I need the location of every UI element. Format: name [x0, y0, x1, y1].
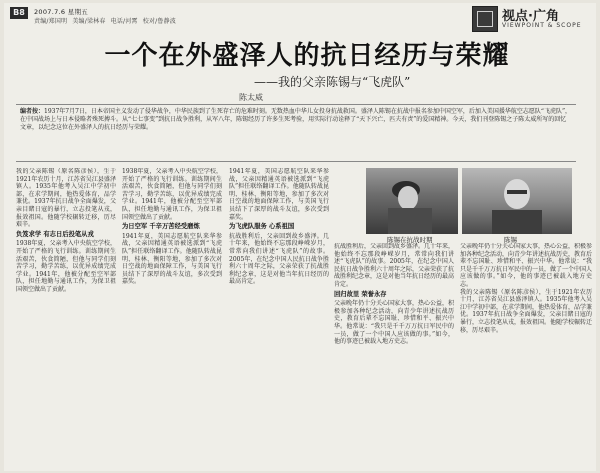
portrait-uniform-icon	[366, 168, 458, 234]
headline: 一个在外盛泽人的抗日经历与荣耀	[104, 41, 510, 71]
body-column-1	[16, 168, 116, 466]
body-column-2	[122, 168, 222, 466]
column-name-en: VIEWPOINT & SCOPE	[502, 22, 582, 29]
photo-caption: 陈锡	[504, 236, 517, 244]
paragraph: 1941年夏，美国志愿航空队来华参战，父亲因精通英语被选派到“飞虎队”担任联络翻译工作。他随队转战昆明、桂林、衡阳等地，参加了多次对日空战的地面保障工作，与美国飞行员结下了深厚的战斗友谊，多次受到嘉奖。	[229, 168, 329, 221]
section-heading: 负笈求学 有志日后投笔从戎	[16, 230, 94, 238]
section-heading: 为飞虎队服务 心系祖国	[229, 223, 295, 231]
deck: ——我的父亲陈锡与“飞虎队”	[254, 75, 411, 89]
editor-note	[16, 104, 576, 162]
body-column-3	[229, 168, 329, 466]
paragraph: 我的父亲陈锡（原名陈彦侯），生于1921年农历十月，江苏省吴江县盛泽镇人。1935年他考入吴江中学初中部，在求学期间，他热爱体育，品学兼优。1937年抗日战争全面爆发，父亲目睹日寇的暴行，立志投笔从戎，报效祖国。他随学校辗转迁移，历尽艰辛。	[16, 168, 116, 229]
section-heading: 为日空军 千辛万苦经受磨炼	[122, 223, 200, 231]
paragraph: 1941年夏，美国志愿航空队来华参战，父亲因精通英语被选派到“飞虎队”担任联络翻译工作。他随队转战昆明、桂林、衡阳等地，参加了多次对日空战的地面保障工作，与美国飞行员结下了深厚的战斗友谊，多次受到嘉奖。	[122, 232, 222, 286]
editor-credits: 责编/郑国明 美编/梁林春 电话/河霄 校对/鲁静波	[34, 18, 177, 25]
photo-elder	[462, 168, 572, 234]
column-name: 视点·广角	[502, 9, 559, 24]
paragraph: 我的父亲陈锡（原名陈彦侯），生于1921年农历十月，江苏省吴江县盛泽镇人。1935年他考入吴江中学初中部，在求学期间，他热爱体育，品学兼优。1937年抗日战争全面爆发，父亲目睹日寇的暴行，立志投笔从戎，报效祖国。他随学校辗转迁移，历尽艰辛。	[460, 288, 592, 334]
issue-date: 2007.7.6 星期五	[34, 8, 89, 16]
body-column-5	[460, 243, 592, 465]
paragraph: 1938年夏，父亲考入中央航空学校，开始了严格的飞行训练。训练期间生活艰苦，伙食简陋，但他与同学们刻苦学习，勤学苦练，以优异成绩完成学业。1941年，他被分配至空军部队，担任地勤与通讯工作，为保卫祖国领空做出了贡献。	[16, 240, 116, 293]
photo-soldier	[366, 168, 458, 234]
section-heading: 回归故里 荣誉永存	[334, 290, 387, 298]
body-column-4	[334, 243, 454, 465]
byline: 陈太威	[239, 93, 263, 102]
column-header	[442, 4, 592, 34]
paragraph: 抗战胜利后，父亲回到故乡盛泽。几十年来，他始终不忘那段峥嵘岁月，常常向我们讲述“飞虎队”的故事。2005年，在纪念中国人民抗日战争胜利六十周年之际，父亲荣获了抗战胜利纪念章，这是对他当年抗日经历的最高肯定。	[229, 232, 329, 286]
paragraph: 抗战胜利后，父亲回到故乡盛泽。几十年来，他始终不忘那段峥嵘岁月，常常向我们讲述“飞虎队”的故事。2005年，在纪念中国人民抗日战争胜利六十周年之际，父亲荣获了抗战胜利纪念章，这是对他当年抗日经历的最高肯定。	[334, 243, 454, 288]
column-seal-icon	[472, 6, 498, 32]
photo-caption: 陈锡在抗战时期	[387, 236, 433, 244]
page-number-badge: B8	[10, 7, 28, 19]
page-header	[10, 5, 310, 27]
portrait-elder-icon	[462, 168, 572, 234]
paragraph: 1938年夏，父亲考入中央航空学校，开始了严格的飞行训练。训练期间生活艰苦，伙食简陋，但他与同学们刻苦学习，勤学苦练，以优异成绩完成学业。1941年，他被分配至空军部队，担任地勤与通讯工作，为保卫祖国领空做出了贡献。	[122, 168, 222, 221]
editor-note-text: 1937年7月7日，日本帝国主义发动了侵华战争，中华民族到了生死存亡的危难时刻。无数热血中华儿女投身抗战救国。盛泽人陈锡在抗战中报名参加中国空军，后加入美国援华航空志愿队“飞虎队”，在中国战场上与日本侵略者殊死搏斗。从“七七事变”到抗日战争胜利，从军八年，陈锡经历了许多生死考验，用实际行动诠释了“天下兴亡，匹夫有责”的爱国精神。今天，我们刊登陈锡之子陈太威所写的回忆文章，以纪念这位在外盛泽人的抗日经历与荣耀。	[20, 108, 572, 131]
paragraph: 父亲晚年仍十分关心国家大事，热心公益，积极参加各种纪念活动，向青少年讲述抗战历史，教育后辈不忘国耻、珍惜和平、振兴中华。他常说：“我只是千千万万抗日军民中的一员，做了一个中国人应该做的事。”如今，他的事迹已被载入地方史志。	[334, 300, 454, 346]
editor-note-label: 编者按：	[20, 108, 45, 115]
newspaper-page	[4, 3, 596, 471]
paragraph: 父亲晚年仍十分关心国家大事，热心公益，积极参加各种纪念活动，向青少年讲述抗战历史，教育后辈不忘国耻、珍惜和平、振兴中华。他常说：“我只是千千万万抗日军民中的一员，做了一个中国人应该做的事。”如今，他的事迹已被载入地方史志。	[460, 243, 592, 288]
